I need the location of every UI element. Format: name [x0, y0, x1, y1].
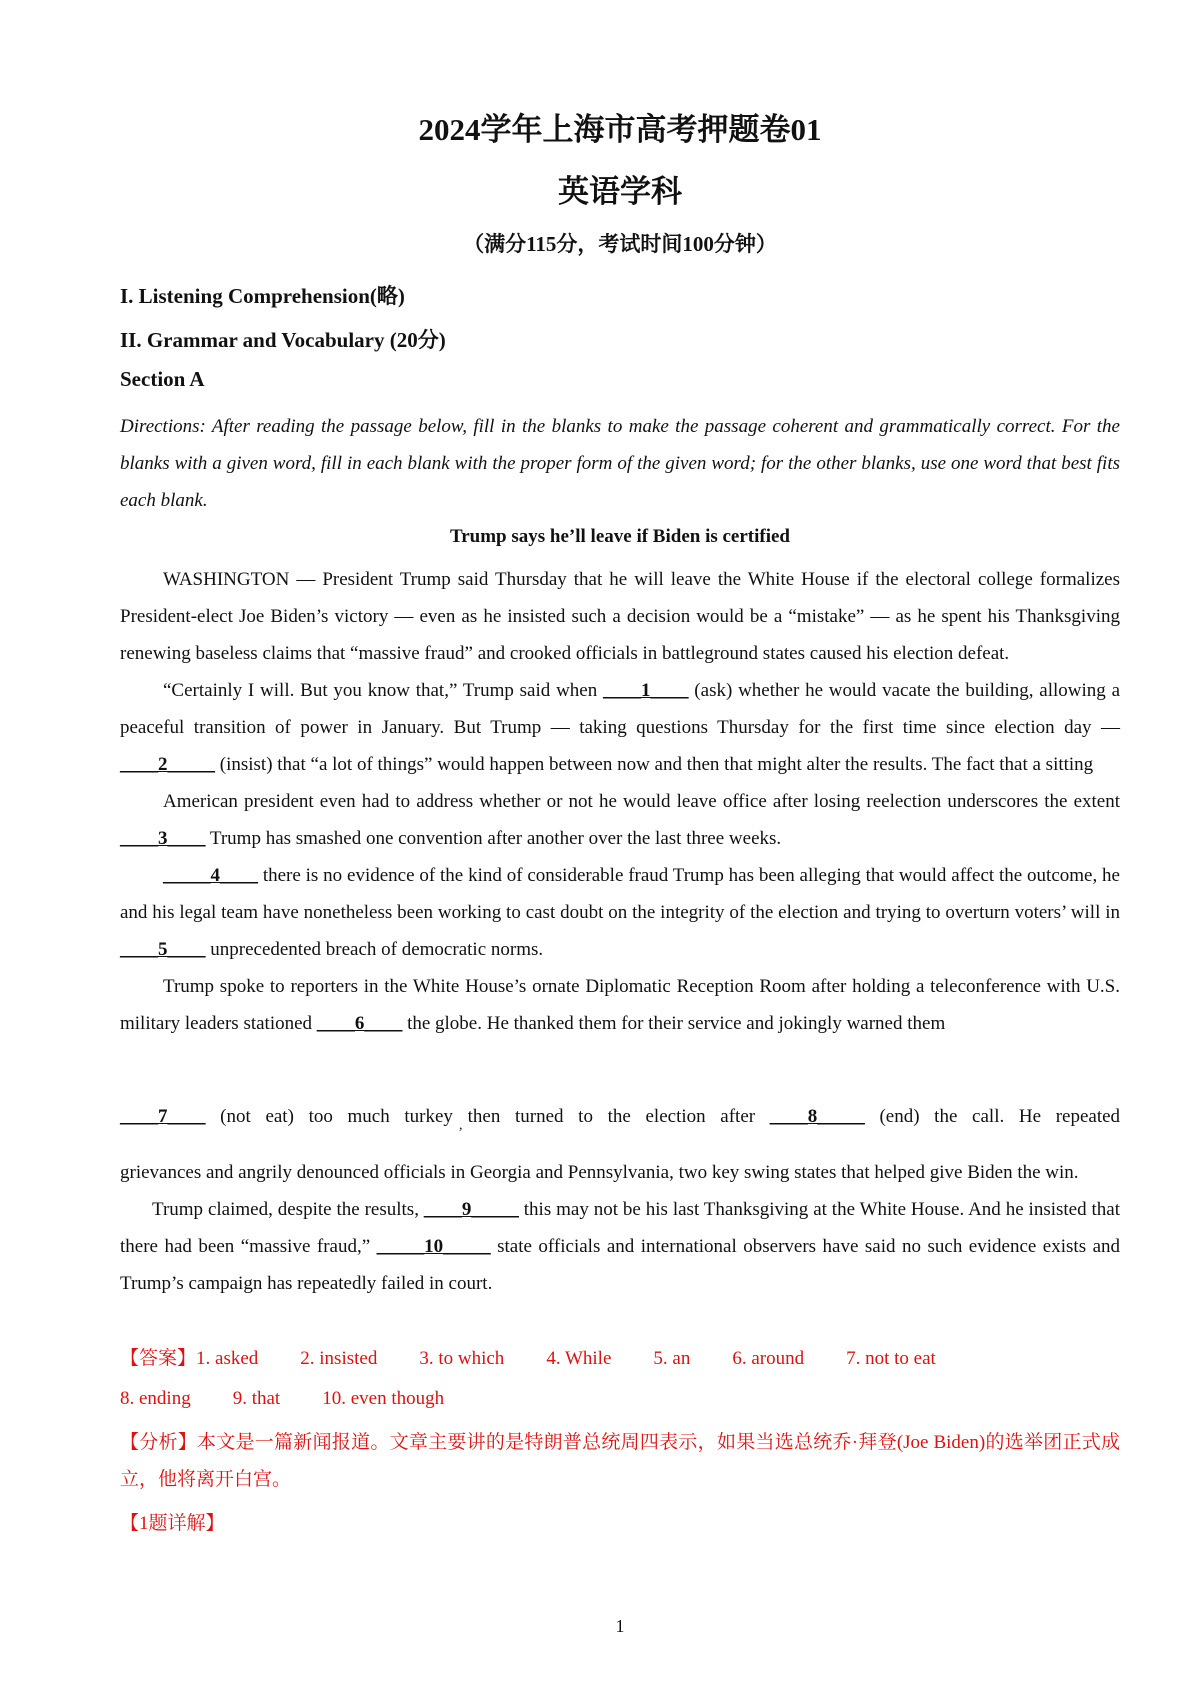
blank-5: ____5____: [120, 939, 206, 960]
exam-title: 2024学年上海市高考押题卷01: [418, 112, 822, 147]
paragraph-4-text-a: there is no evidence of the kind of considerable fraud Trump has been alleging that would affect the outcome, he and his legal team have nonetheless been working to cast doubt on the integrity of the election and trying to overturn voters’ will in: [120, 865, 1120, 923]
paragraph-3-text-a: American president even had to address whether or not he would leave office after losing reelection underscores the extent: [163, 791, 1120, 812]
blank-7: ____7____: [120, 1106, 206, 1127]
analysis-block: [120, 1424, 1120, 1498]
passage-body-2: [120, 1154, 1120, 1302]
paragraph-5-text-b: the globe. He thanked them for their service and jokingly warned them: [402, 1013, 946, 1034]
paragraph-7-text-b: this may not be his last Thanksgiving at the White House. And he insisted that there had been “massive fraud,”: [120, 1199, 1120, 1257]
detail-label: 【1题详解】: [120, 1513, 225, 1534]
blank-9: ____9_____: [423, 1199, 519, 1220]
answer-item: 2. insisted: [300, 1348, 378, 1369]
answer-item: 6. around: [732, 1348, 805, 1369]
paragraph-4-text-b: unprecedented breach of democratic norms.: [205, 939, 544, 960]
paragraph-5-line-2: [120, 1098, 1120, 1135]
passage-body-1: [120, 561, 1120, 1042]
blank-4: _____4____: [163, 865, 258, 886]
passage-title: Trump says he’ll leave if Biden is certified: [449, 526, 791, 547]
section-listening: I. Listening Comprehension(略): [120, 284, 405, 308]
answer-line-1: [120, 1339, 1120, 1379]
paragraph-2-text-c: (insist) that “a lot of things” would happen between now and then that might alter the results. The fact that a sitting: [215, 754, 1094, 775]
blank-8: ____8_____: [769, 1106, 865, 1127]
paragraph-5: [120, 968, 1120, 1042]
paragraph-7-text-a: Trump claimed, despite the results,: [152, 1199, 424, 1220]
score-info: （满分115分，考试时间100分钟）: [463, 232, 777, 256]
paragraph-1: WASHINGTON — President Trump said Thursday that he will leave the White House if the electoral college formalizes President-elect Joe Biden’s victory — even as he insisted such a decision would be a “mistake” — as he spent his Thanksgiving renewing baseless claims that “massive fraud” and crooked officials in battleground states caused his election defeat.: [120, 569, 1120, 664]
paragraph-5-text-a: Trump spoke to reporters in the White House’s ornate Diplomatic Reception Room after holding a teleconference with U.S. military leaders stationed: [120, 976, 1120, 1034]
paragraph-4: [120, 857, 1120, 968]
stray-comma: ,: [459, 1118, 463, 1133]
answer-item: 1. asked: [196, 1348, 259, 1369]
paragraph-5-text-d: then turned to the election after: [467, 1106, 756, 1127]
blank-3: ____3____: [120, 828, 206, 849]
paragraph-3: [120, 783, 1120, 857]
answer-item: 7. not to eat: [846, 1348, 936, 1369]
answer-item: 8. ending: [120, 1388, 191, 1409]
answer-label: 【答案】: [120, 1348, 197, 1369]
blank-2: ____2_____: [120, 754, 215, 775]
section-a-heading: Section A: [120, 367, 205, 391]
answer-line-2: [120, 1379, 1120, 1419]
blank-10: _____10_____: [376, 1236, 491, 1257]
page-number: 1: [615, 1616, 625, 1636]
analysis-text: 本文是一篇新闻报道。文章主要讲的是特朗普总统周四表示，如果当选总统乔·拜登(Joe Biden)的选举团正式成立，他将离开白宫。: [120, 1432, 1120, 1490]
answer-item: 4. While: [546, 1348, 612, 1369]
paragraph-6: grievances and angrily denounced officials in Georgia and Pennsylvania, two key swing states that helped give Biden the win.: [120, 1162, 1079, 1183]
answer-item: 9. that: [232, 1388, 281, 1409]
blank-1: ____1____: [603, 680, 689, 701]
analysis-label: 【分析】: [120, 1432, 198, 1453]
section-grammar: II. Grammar and Vocabulary (20分): [120, 328, 446, 352]
answer-item: 3. to which: [419, 1348, 505, 1369]
paragraph-2: [120, 672, 1120, 783]
paragraph-7-text-c: state officials and international observers have said no such evidence exists and Trump’s campaign has repeatedly failed in court.: [120, 1236, 1121, 1294]
paragraph-2-text-a: “Certainly I will. But you know that,” Trump said when: [163, 680, 604, 701]
paragraph-7: [120, 1191, 1120, 1302]
directions-text: Directions: After reading the passage below, fill in the blanks to make the passage coherent and grammatically correct. For the blanks with a given word, fill in each blank with the proper form of the given word; for the other blanks, use one word that best fits each blank.: [120, 416, 1120, 511]
paragraph-3-text-b: Trump has smashed one convention after another over the last three weeks.: [205, 828, 782, 849]
answer-item: 5. an: [653, 1348, 691, 1369]
blank-6: ____6____: [316, 1013, 403, 1034]
paragraph-5-text-c: (not eat) too much turkey: [220, 1106, 453, 1127]
paragraph-5-text-e: (end) the call. He repeated: [879, 1106, 1121, 1127]
paragraph-2-text-b: (ask) whether he would vacate the building, allowing a peaceful transition of power in January. But Trump — taking questions Thursday for the first time since election day —: [120, 680, 1120, 738]
subject-title: 英语学科: [558, 174, 682, 209]
answer-item: 10. even though: [322, 1388, 445, 1409]
